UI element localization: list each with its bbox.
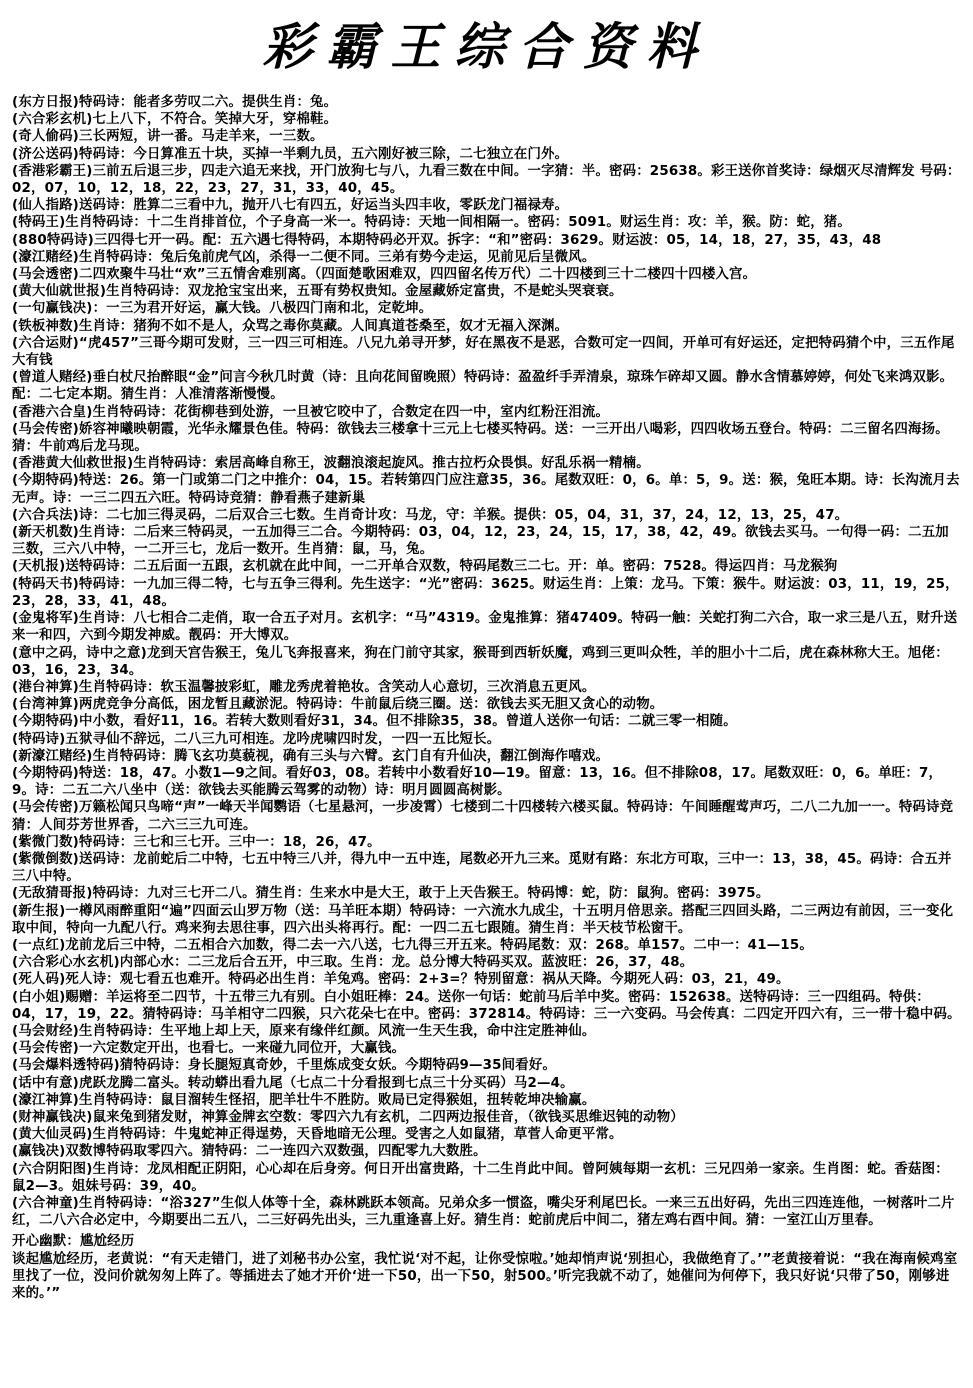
entry-jingui-jiangjun: (金鬼将军)生肖诗：八七相合二走俏，取一合五子对月。玄机字：“马”4319。金鬼推算：猪47409。特码一触：关蛇打狗二六合，取一求三是八五，财升送来一和四，六到今期发神威。靓码：开大博双。: [12, 611, 958, 644]
content-body: [12, 94, 962, 1302]
entry-liuhe-bingfa: (六合兵法)诗：二七加三得灵码，二后双合三七数。生肖奇计攻：马龙，守：羊猴。提供：05，04，31，37，24，12，13，25，47。: [12, 507, 849, 523]
entry-huazhong-youyi: (话中有意)虎跃龙腾二富头。转动蟒出看九尾（七点二十分看报到七点三十分买码）马2—4。: [12, 1075, 574, 1091]
entry-gangtai-shensuan: (港台神算)生肖特码诗：软玉温馨披彩虹，雕龙秀虎着艳妆。含笑动人心意切，三次消息五更风。: [12, 679, 596, 695]
entry-yingqianjue: (赢钱决)双数博特码取零四六。猜特码：二一连四六双数强，四配零九大数胜。: [12, 1144, 487, 1160]
entry-yizhong-zhima: (意中之码，诗中之意)龙到天宫告猴王，兔儿飞奔报喜来，狗在门前守其家，猴哥到西斩妖魔，鸡到三更叫众牲，羊的胆小十二后，虎在森林称大王。旭佬：03，16，23，34。: [12, 645, 949, 678]
entry-880-temashi: (880特码诗)三四得七开一码。配：五六遇七得特码，本期特码必开双。拆字：“和”密码：3629。财运波：05，14，18，27，35，43，48: [12, 232, 882, 248]
entry-liuhe-shentong: (六合神童)生肖特码诗：“浴327”生似人体等十全，森林跳跃本领高。兄弟众多一惯盗，嘴尖牙利尾巴长。一来三五出好码，先出三四连连他，一树落叶二片红，二八六合必定中，今期要出二五八，二三好码先出头，三九重逢喜上好。猜生肖：蛇前虎后中间二，猪左鸡右酉中间。猜：一室江山万里春。: [12, 1196, 955, 1229]
humor-story: [12, 1233, 962, 1302]
entry-caishen-yingqianjue: (财神赢钱决)鼠来兔到猪发财，神算金牌玄空数：零四六九有玄机，二四两边报佳音，（欲钱买思维迟钝的动物）: [12, 1109, 684, 1125]
entry-haojiang-dujing: (濠江赌经)生肖特码诗：兔后兔前虎气凶，杀得一二便不同。三弟有势今走运，见前见后呈微风。: [12, 249, 596, 265]
entry-jigong-songma: (济公送码)特码诗：今日算准五十块，买掉一半剩九员，五六刚好被三除，二七独立在门外。: [12, 146, 569, 162]
entry-ziwei-daoshu: (紫微倒数)送码诗：龙前蛇后二中特，七五中特三八并，得九中一五中连，尾数必开九三来。觅财有路：东北方可取，三中一：13，38，45。码诗：合五并三八中特。: [12, 851, 952, 885]
entry-siren-ma: (死人码)死人诗：观七看五也难开。特码必出生肖：羊兔鸡。密码：2+3=？特别留意：祸从天降。今期死人码：03，21，49。: [12, 972, 790, 988]
entry-mahui-baoliao: (马会爆料透特码)猜特码诗：身长腿短真奇妙，千里炼成变女妖。今期特码9—35间看好。: [12, 1058, 557, 1074]
entry-xianren-zhilu: (仙人指路)送码诗：胜算二三看中九，抛开八七有四五，好运当头四丰收，零跃龙门福禄寿。: [12, 198, 569, 214]
entry-hk-huangdaxian-jiushibao: (香港黄大仙救世报)生肖特码诗：索居高峰自称王，波翻浪滚起旋风。推古拉朽众畏惧。好乱乐祸一精楠。: [12, 456, 650, 472]
entry-haojiang-shensuan: (濠江神算)生肖特码诗：鼠目溜转生怪招，肥羊壮牛不胜防。败局已定得猴姐，扭转乾坤决输赢。: [12, 1092, 596, 1108]
humor-story-heading: 开心幽默：尴尬经历: [12, 1234, 135, 1250]
entry-ziwei-menshu: (紫微门数)特码诗：三七和三七开。三中一：18，26，47。: [12, 834, 381, 850]
entry-jinqi-tema-3: (今期特码)特送：18，47。小数1—9之间。看好03，08。若转中小数看好10—19。留意：13，16。但不排除08，17。尾数双旺：0，6。单旺：7，9。诗：二五二六八坐中（送：欲钱去买能腾云驾雾的动物）诗：明月圆圆高树影。: [12, 765, 943, 799]
entry-huangdaxian-lingma: (黄大仙灵码)生肖特码诗：牛鬼蛇神正得逞势，天昏地暗无公理。受害之人如鼠猪，草菅人命更平常。: [12, 1127, 623, 1143]
entry-tianjibao: (天机报)送特码诗：二五后面一五跟，玄机就在此中间，一二开单合双数，特码尾数三二七。开：单。密码：7528。得运四肖：马龙猴狗: [12, 559, 838, 575]
entry-temashi: (特码诗)五狱寻仙不辞远，二八三九可相连。龙吟虎啸四时发，一四一五比短长。: [12, 731, 501, 747]
humor-story-text: 谈起尴尬经历，老黄说：“有天走错门，进了刘秘书办公室，我忙说‘对不起，让你受惊啦。’她却悄声说‘别担心，我做绝育了。’”老黄接着说：“我在海南候鸡室里找了一位，没问价就匆匆上阵了。等插进去了她才开价‘进一下50，出一下50，射500。’听完我就不动了，她催问为何停下，我只好说‘只带了50，刚够进来的。’”: [12, 1251, 958, 1302]
entry-liuhe-yuncai: (六合运财)“虎457”三哥今期可发财，三一四三可相连。八兄九弟寻开梦，好在黑夜不是恶，合数可定一四间，开单可有好运还，定把特码猜个中，三五作尾大有钱: [12, 335, 955, 369]
entry-wudi-caige-bao: (无敌猜哥报)特码诗：九对三七开二八。猜生肖：生来水中是大王，敢于上天告猴王。特码博：蛇，防：鼠狗。密码：3975。: [12, 886, 770, 902]
entry-liuhecai-xinshui: (六合彩心水玄机)内部心水：二三龙后合五开，中三取。生肖：龙。总分博大特码买双。蓝波旺：26，37，48。: [12, 955, 694, 971]
entry-tieban-shenshu: (铁板神数)生肖诗：猪狗不如不是人，众骂之毒你莫藏。人间真道苍桑至，奴才无福入深渊。: [12, 318, 569, 334]
entry-mahui-caijing: (马会财经)生肖特码诗：生平地上却上天，原来有缘伴红颜。风流一生天生我，命中注定胜神仙。: [12, 1023, 596, 1039]
entry-tema-wang: (特码王)生肖特码诗：十二生肖排首位，个子身高一米一。特码诗：天地一间相隔一。密码：5091。财运生肖：攻：羊，猴。防：蛇，猪。: [12, 215, 851, 231]
entry-mahui-chuanmi-2: (马会传密)万籁松闻只鸟啼“声”一峰天半闻鹦语（七星悬河，一步凌霄）七楼到二十四楼转六楼买鼠。特码诗：午间睡醒莺声巧，二八二九加一一。特码诗竞猜：人间芬芳世界香，二六三三九可连。: [12, 800, 954, 833]
entry-xinsheng-bao: (新生报)一樽风雨醉重阳“遍”四面云山罗万物（送：马羊旺本期）特码诗：一六流水九成尘，十五明月倍思亲。搭配三四回头路，二三两边有前因，三一变化取中间，特向一九配八行。鸡来狗去思往事，四六出头将再行。配：一四二五七跟随。猜生肖：半天枝节松窗干。: [12, 903, 954, 936]
entry-jinqi-tema-2: (今期特码)中小数，看好11，16。若转大数则看好31，34。但不排除35，38。曾道人送你一句话：二就三零一相随。: [12, 714, 737, 730]
entry-tema-tianshu: (特码天书)特码诗：一九加三得二特，七与五争三得利。先生送字：“光”密码：3625。财运生肖：上策：龙马。下策：猴牛。财运波：03，11，19，25，23，28，33，41，48。: [12, 576, 959, 609]
entry-jinqi-tema-1: (今期特码)特送：26。第一门或第二门之中推介：04，15。若转第四门应注意35，36。尾数双旺：0，6。单：5，9。送：猴，兔旺本期。诗：长沟流月去无声。诗：一三二四五六旺。特码诗竞猜：静看燕子建新巢: [12, 473, 960, 506]
entry-mahui-toumi: (马会透密)二四欢聚牛马壮“欢”三五情舍难别离。（四面楚歌困难双，四四留名传万代）二十四楼到三十二楼四十四楼入宫。: [12, 267, 757, 283]
entry-taiwan-shensuan: (台湾神算)两虎竞争分高低，困龙暂且藏淤泥。特码诗：牛前鼠后绕三圈。送：欲钱去买无胆又贪心的动物。: [12, 697, 664, 713]
entry-liuhecai-xuanji: (六合彩玄机)七上八下，不符合。笑掉大牙，穿棉鞋。: [12, 112, 338, 128]
entry-xin-tianjishu: (新天机数)生肖诗：二后来三特码灵，一五加得三二合。今期特码：03，04，12，23，24，15，17，38，42，49。欲钱去买马。一句得一码：二五加三数，三六八中特，一二开三七，龙后一数开。生肖猜：鼠，马，兔。: [12, 525, 949, 558]
entry-dongfang-ribao: (东方日报)特码诗：能者多劳叹二六。提供生肖：兔。: [12, 95, 338, 110]
entry-qiren-touma: (奇人偷码)三长两短，讲一番。马走羊来，一三数。: [12, 129, 324, 145]
entry-mahui-chuanmi-3: (马会传密)一六定数定开出，也看七。一来碰九同位开，大赢钱。: [12, 1041, 406, 1057]
entry-yidianhong: (一点红)龙前龙后三中特，二五相合六加数，得二去一六八送，七九得三开五来。特码尾数：双：268。单157。二中一：41—15。: [12, 937, 813, 953]
entry-mahui-chuanmi-1: (马会传密)娇容神曦映朝霞，光华永耀景色佳。特码：欲钱去三楼拿十三元上七楼买特码。送：一三开出八喝彩，四四收场五登台。特码：二三留名四海扬。猜：牛前鸡后龙马现。: [12, 421, 949, 455]
entry-huangdaxian-jiushibao: (黄大仙就世报)生肖特码诗：双龙抢宝宝出来，五哥有势权贵知。金屋藏娇定富贵，不是蛇头哭衰衰。: [12, 284, 623, 300]
entry-xin-haojiang-dujing: (新濠江赌经)生肖特码诗：腾飞玄功莫藐视，确有三头与六臂。玄门自有升仙决，翻江倒海作嘻戏。: [12, 748, 610, 764]
entry-liuhe-yinyangtu: (六合阴阳图)生肖诗：龙凤相配正阴阳，心心却在后身旁。何日开出富贵路，十二生肖此中间。曾阿姨每期一玄机：三兄四弟一家亲。生肖图：蛇。香菇图：鼠2—3。姐妹号码：39，40。: [12, 1161, 949, 1194]
page-title: 彩霸王综合资料: [262, 17, 711, 76]
entry-baixiaojie: (白小姐)赐赠：羊运将至二四节，十五带三九有别。白小姐旺棒：24。送你一句话：蛇前马后羊中奖。密码：152638。送特码诗：三一四组码。特供：04，17，19，22。猜特码诗：马羊相守二四猴，只六花朵七在中。密码：372814。特码诗：三一六变码。马会传真：二四定开四六有，三一带十稳中码。: [12, 989, 961, 1022]
entry-yiju-yingqianjue: (一句赢钱决)：一三为君开好运，赢大钱。八极四门南和北，定乾坤。: [12, 301, 433, 317]
entry-xianggang-liuhehuang: (香港六合皇)生肖特码诗：花街柳巷到处游，一旦被它咬中了，合数定在四一中，室内红粉汪泪流。: [12, 404, 610, 420]
entry-xianggang-caibawang: (香港彩霸王)三前五后退三步，四走六追无来找，开门放狗七与八，九看三数在中间。一字猜：半。密码：25638。彩王送你首奖诗：绿烟灭尽清辉发 号码：02，07，10，12，18，22，23，27，31，33，40，45。: [12, 163, 961, 197]
entry-zengdaoren-dujing: (曾道人赌经)垂白杖尺抬醉眼“金”问言今秋几时黄（诗：且向花间留晚照）特码诗：盈盈纤手弄清泉，琼珠乍碎却又圆。静水含情慕婷婷，何处飞来鸿双影。配：二七定本期。猜生肖：人准清落渐慢慢。: [12, 370, 954, 403]
